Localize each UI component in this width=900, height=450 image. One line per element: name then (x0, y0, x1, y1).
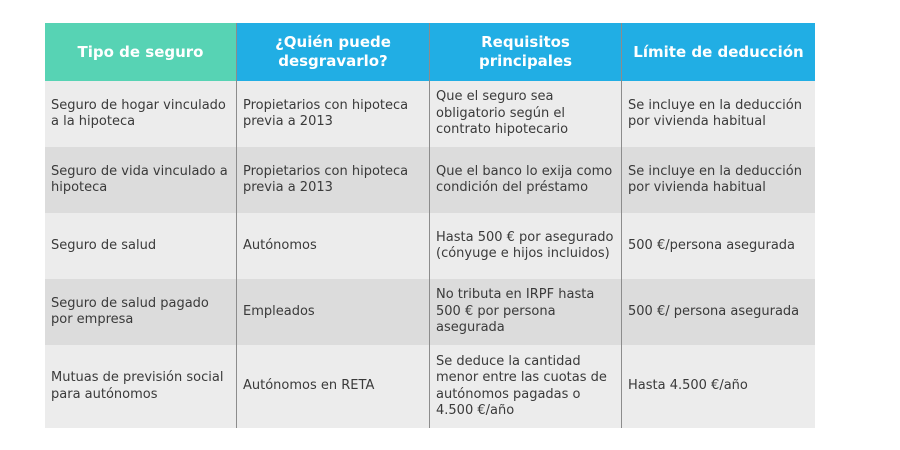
header-quien-puede-desgravarlo: ¿Quién puede desgravarlo? (237, 23, 430, 81)
cell-text: Seguro de vida vinculado a hipoteca (51, 163, 228, 195)
table-cell-type (45, 81, 237, 147)
cell-text: Seguro de salud (51, 237, 157, 253)
table-cell-type (45, 147, 237, 213)
cell-text: Que el seguro sea obligatorio según el contrato hipotecario (436, 89, 569, 138)
header-tipo-de-seguro: Tipo de seguro (45, 23, 237, 81)
cell-text: Empleados (243, 303, 315, 319)
cell-text: Hasta 500 € por asegurado (cónyuge e hijos incluidos) (436, 229, 614, 261)
table-cell-requirements (430, 81, 622, 147)
table-cell-who (237, 81, 430, 147)
cell-text: Se incluye en la deducción por vivienda habitual (628, 97, 802, 129)
table-cell-limit (622, 147, 815, 213)
table-cell-limit (622, 345, 815, 428)
table-cell-requirements (430, 213, 622, 279)
cell-text: Propietarios con hipoteca previa a 2013 (243, 97, 409, 129)
cell-text: Que el banco lo exija como condición del préstamo (436, 163, 613, 195)
table-cell-requirements (430, 345, 622, 428)
cell-text: Seguro de hogar vinculado a la hipoteca (51, 97, 226, 129)
cell-text: 500 €/ persona asegurada (628, 303, 800, 319)
cell-text: Autónomos en RETA (243, 378, 375, 394)
table-cell-requirements (430, 147, 622, 213)
table-cell-who (237, 345, 430, 428)
table-cell-requirements (430, 279, 622, 345)
header-requisitos-principales: Requisitos principales (430, 23, 622, 81)
cell-text: Hasta 4.500 €/año (628, 378, 748, 394)
table-cell-limit (622, 279, 815, 345)
cell-text: Seguro de salud pagado por empresa (51, 295, 209, 327)
table-cell-who (237, 213, 430, 279)
cell-text: Propietarios con hipoteca previa a 2013 (243, 163, 409, 195)
table-cell-type (45, 213, 237, 279)
table-cell-type (45, 345, 237, 428)
cell-text: Se incluye en la deducción por vivienda habitual (628, 163, 802, 195)
table-cell-limit (622, 213, 815, 279)
table-cell-who (237, 147, 430, 213)
table-cell-type (45, 279, 237, 345)
table-cell-limit (622, 81, 815, 147)
cell-text: Mutuas de previsión social para autónomos (51, 370, 224, 402)
table-cell-who (237, 279, 430, 345)
header-limite-de-deduccion: Límite de deducción (622, 23, 815, 81)
cell-text: No tributa en IRPF hasta 500 € por persona asegurada (436, 287, 595, 336)
cell-text: Autónomos (243, 237, 317, 253)
insurance-deduction-table (45, 23, 815, 428)
cell-text: Se deduce la cantidad menor entre las cuotas de autónomos pagadas o 4.500 €/año (436, 353, 607, 418)
cell-text: 500 €/persona asegurada (628, 237, 796, 253)
